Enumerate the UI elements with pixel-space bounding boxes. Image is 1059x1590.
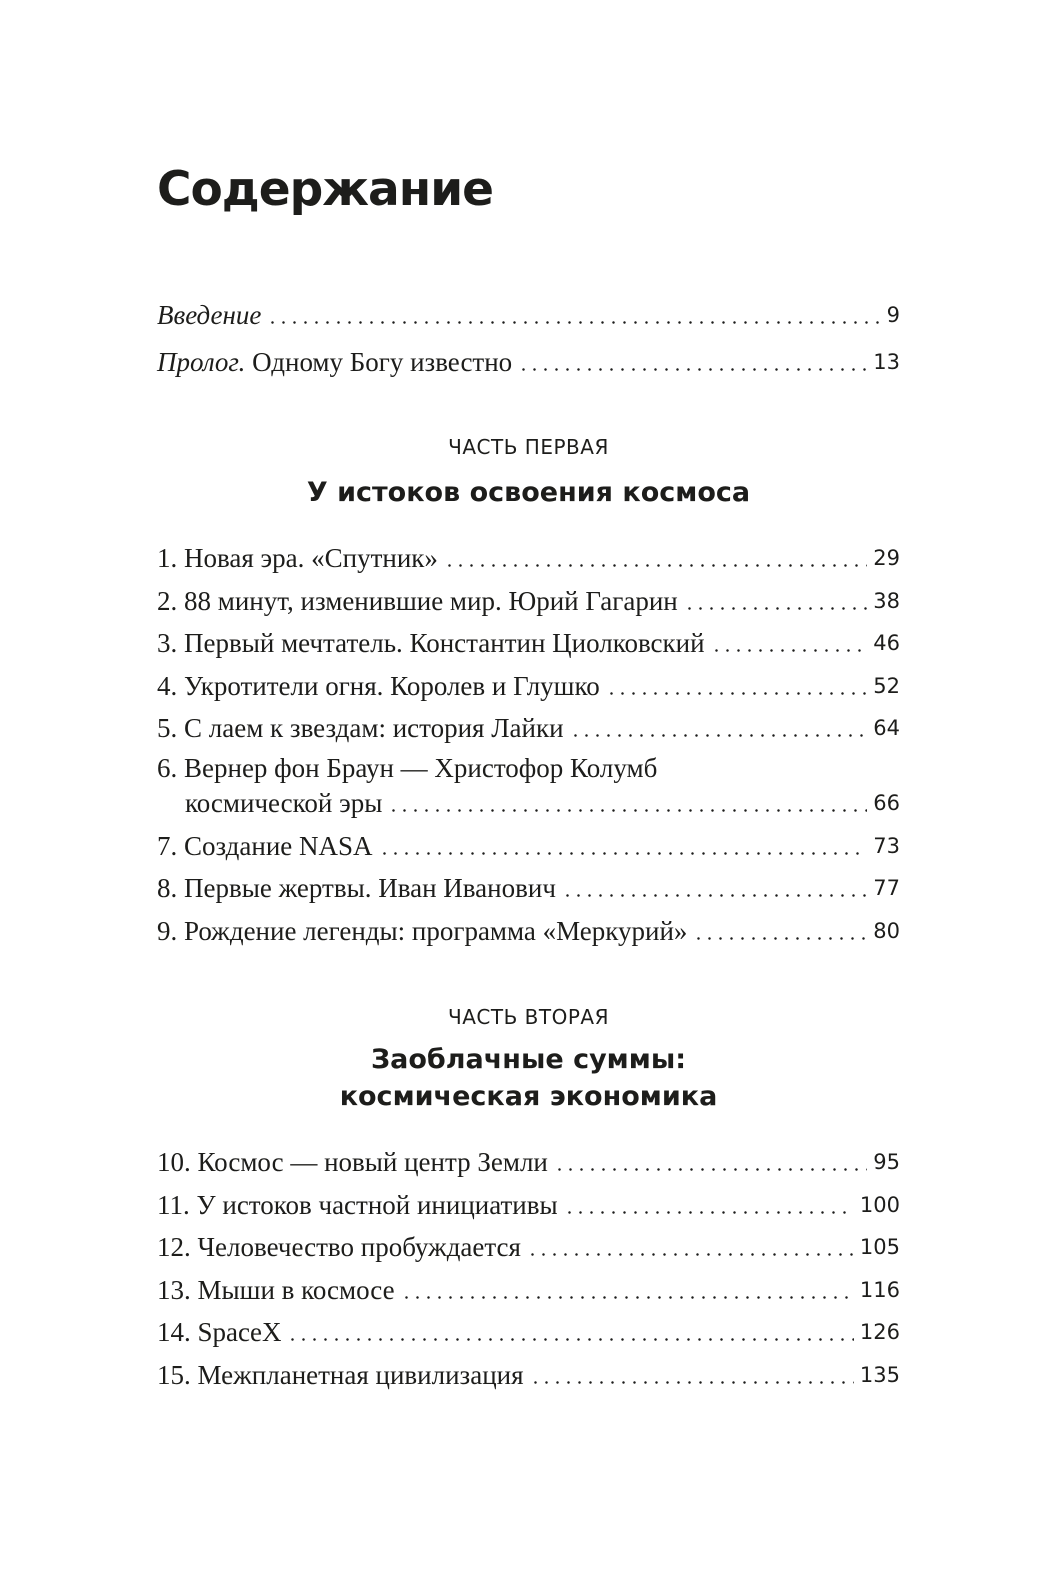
part-2-title-line2: космическая экономика: [339, 1081, 718, 1112]
toc-entry-page: 80: [873, 919, 900, 943]
toc-entry-page: 52: [873, 674, 900, 698]
toc-entry-label: 11. У истоков частной инициативы: [157, 1190, 558, 1220]
toc-entry-label: 9. Рождение легенды: программа «Меркурий»: [157, 916, 688, 946]
dot-leader: [530, 1381, 854, 1384]
toc-entry-page: 38: [873, 589, 900, 613]
toc-entry-page: 105: [859, 1235, 900, 1259]
dot-leader: [401, 1296, 854, 1299]
toc-entry-page: 9: [886, 303, 900, 327]
dot-leader: [684, 607, 868, 610]
toc-entry-page: 126: [859, 1320, 900, 1344]
toc-entry-label: 10. Космос — новый центр Земли: [157, 1147, 548, 1177]
toc-entry-label: 3. Первый мечтатель. Константин Циолковский: [157, 628, 705, 658]
part-2-title-line1: Заоблачные суммы:: [370, 1044, 687, 1075]
toc-entry-label: 13. Мыши в космосе: [157, 1275, 395, 1305]
dot-leader: [518, 368, 867, 371]
toc-entry-label: 12. Человечество пробуждается: [157, 1232, 521, 1262]
toc-entry[interactable]: [157, 1184, 900, 1222]
dot-leader: [379, 852, 868, 855]
toc-entry[interactable]: [157, 1354, 900, 1392]
toc-entry[interactable]: [157, 1269, 900, 1307]
toc-entry[interactable]: [157, 1141, 900, 1179]
part-1-label: ЧАСТЬ ПЕРВАЯ: [448, 435, 609, 459]
dot-leader: [606, 692, 868, 695]
toc-entry-page: 66: [873, 791, 900, 815]
toc-entry-page: 73: [873, 834, 900, 858]
toc-entry[interactable]: [157, 707, 900, 745]
toc-entry-page: 77: [873, 876, 900, 900]
toc-entry[interactable]: [157, 622, 900, 660]
toc-entry[interactable]: [157, 1226, 900, 1264]
dot-leader: [562, 894, 867, 897]
toc-entry-label: 1. Новая эра. «Спутник»: [157, 543, 438, 573]
dot-leader: [554, 1168, 867, 1171]
part-1-title: У истоков освоения космоса: [306, 477, 751, 508]
dot-leader: [287, 1338, 853, 1341]
toc-entry[interactable]: [157, 580, 900, 618]
toc-entry[interactable]: [157, 1311, 900, 1349]
toc-entry-label: 4. Укротители огня. Королев и Глушко: [157, 671, 600, 701]
toc-entry-introduction[interactable]: [157, 294, 900, 332]
toc-entry-label: Введение: [157, 300, 262, 330]
toc-entry-page: 116: [859, 1278, 900, 1302]
dot-leader: [711, 649, 868, 652]
toc-entry[interactable]: [157, 825, 900, 863]
toc-entry[interactable]: [157, 910, 900, 948]
dot-leader: [527, 1253, 854, 1256]
toc-entry-label: 8. Первые жертвы. Иван Иванович: [157, 873, 556, 903]
toc-entry-label-rest: Одному Богу известно: [245, 347, 513, 377]
toc-entry-label: 2. 88 минут, изменившие мир. Юрий Гагарин: [157, 586, 678, 616]
toc-entry-label-italic: Пролог.: [157, 347, 246, 377]
toc-entry-page: 64: [873, 716, 900, 740]
dot-leader: [693, 937, 867, 940]
toc-entry-label: 5. С лаем к звездам: история Лайки: [157, 713, 564, 743]
toc-entry-page: 29: [873, 546, 900, 570]
toc-entry-page: 100: [859, 1193, 900, 1217]
toc-entry-prologue[interactable]: [157, 341, 900, 379]
dot-leader: [388, 809, 867, 812]
toc-entry[interactable]: [157, 782, 900, 820]
toc-entry-label-line1[interactable]: 6. Вернер фон Браун — Христофор Колумб: [157, 753, 658, 783]
part-2-label: ЧАСТЬ ВТОРАЯ: [448, 1005, 609, 1029]
toc-entry-label: 15. Межпланетная цивилизация: [157, 1360, 524, 1390]
toc-entry[interactable]: [157, 665, 900, 703]
toc-entry[interactable]: [157, 537, 900, 575]
toc-entry-page: 13: [873, 350, 900, 374]
dot-leader: [267, 321, 880, 324]
dot-leader: [444, 564, 867, 567]
toc-entry-page: 135: [859, 1363, 900, 1387]
dot-leader: [570, 734, 868, 737]
toc-entry-page: 46: [873, 631, 900, 655]
toc-entry-label: 14. SpaceX: [157, 1317, 282, 1347]
toc-entry-label: [157, 345, 512, 379]
toc-entry-page: 95: [873, 1150, 900, 1174]
toc-entry[interactable]: [157, 867, 900, 905]
dot-leader: [564, 1211, 854, 1214]
page-title: Содержание: [157, 162, 494, 217]
toc-entry-label: 7. Создание NASA: [157, 831, 373, 861]
toc-entry-label-line2: космической эры: [185, 788, 383, 818]
